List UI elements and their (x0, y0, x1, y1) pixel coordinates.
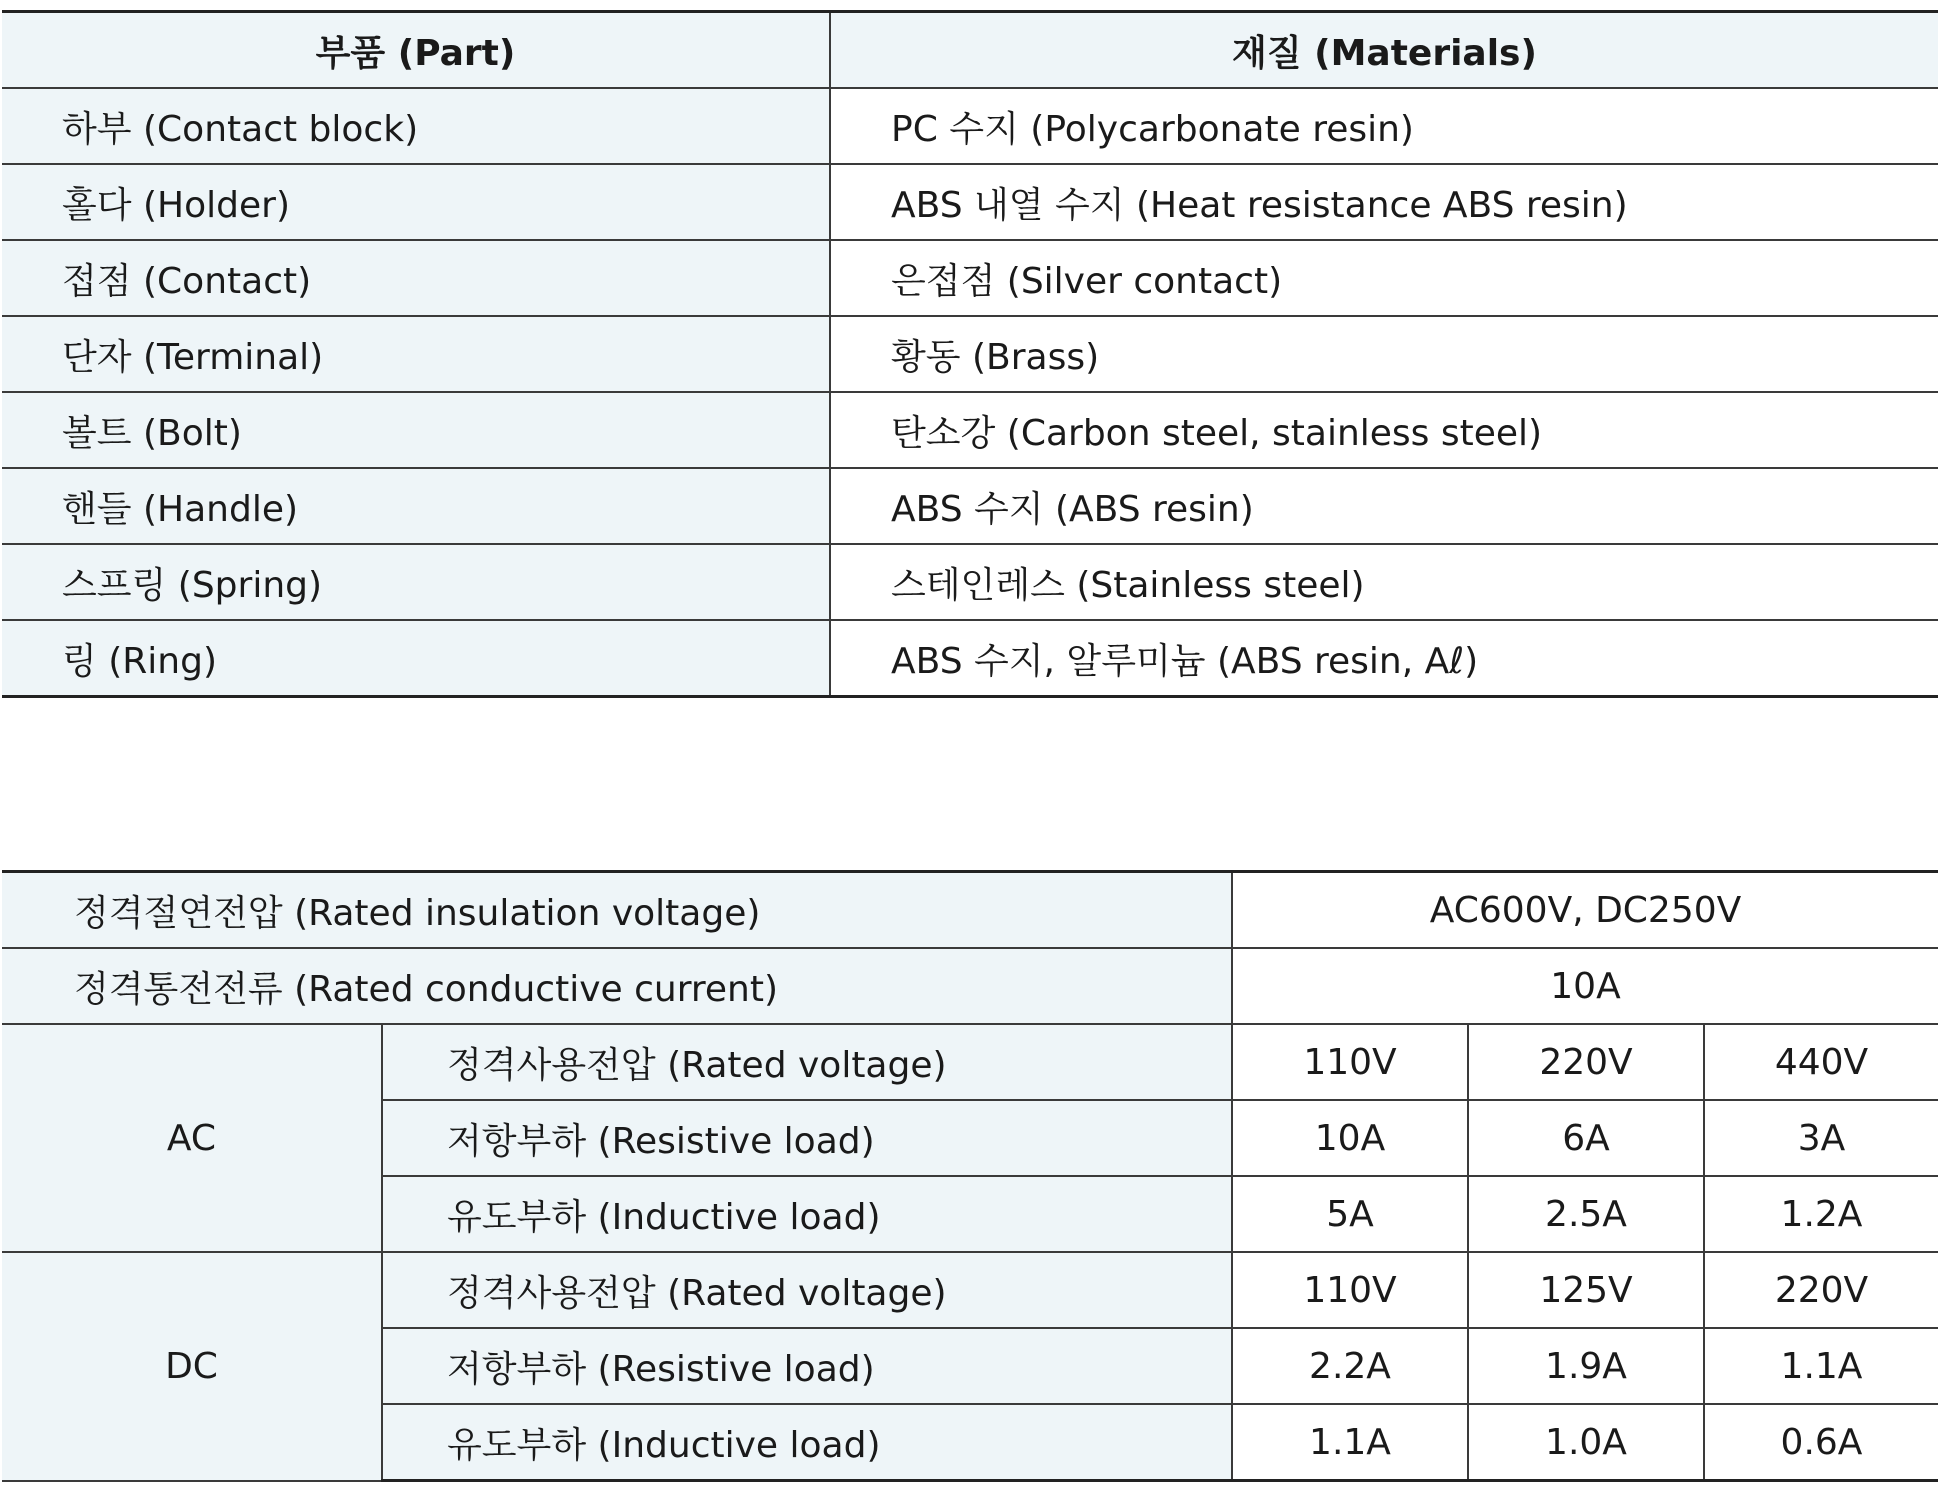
value-cell: 440V (1704, 1024, 1938, 1100)
value-cell: 2.5A (1468, 1176, 1704, 1252)
row-label: 저항부하 (Resistive load) (382, 1328, 1232, 1404)
table-row (2, 164, 1938, 240)
value-cell: 1.9A (1468, 1328, 1704, 1404)
value-cell: 1.2A (1704, 1176, 1938, 1252)
row-label: 저항부하 (Resistive load) (382, 1100, 1232, 1176)
dc-group-label: DC (2, 1252, 382, 1481)
material-cell: PC 수지 (Polycarbonate resin) (830, 88, 1938, 164)
material-cell: 스테인레스 (Stainless steel) (830, 544, 1938, 620)
table-row (2, 88, 1938, 164)
material-cell: ABS 수지 (ABS resin) (830, 468, 1938, 544)
table-row (2, 544, 1938, 620)
part-cell: 링 (Ring) (2, 620, 830, 697)
value-cell: 110V (1232, 1024, 1468, 1100)
conductive-value: 10A (1232, 948, 1938, 1024)
table-row (2, 316, 1938, 392)
row-label: 정격사용전압 (Rated voltage) (382, 1024, 1232, 1100)
value-cell: 125V (1468, 1252, 1704, 1328)
table-row (2, 240, 1938, 316)
material-cell: 은접점 (Silver contact) (830, 240, 1938, 316)
table-row (2, 468, 1938, 544)
value-cell: 3A (1704, 1100, 1938, 1176)
table-row (2, 1252, 1938, 1328)
materials-column-header: 재질 (Materials) (830, 12, 1938, 89)
part-cell: 스프링 (Spring) (2, 544, 830, 620)
value-cell: 1.1A (1704, 1328, 1938, 1404)
value-cell: 5A (1232, 1176, 1468, 1252)
materials-header-row (2, 12, 1938, 89)
value-cell: 110V (1232, 1252, 1468, 1328)
value-cell: 2.2A (1232, 1328, 1468, 1404)
material-cell: 탄소강 (Carbon steel, stainless steel) (830, 392, 1938, 468)
value-cell: 0.6A (1704, 1404, 1938, 1481)
table-row (2, 620, 1938, 697)
part-cell: 단자 (Terminal) (2, 316, 830, 392)
material-cell: ABS 내열 수지 (Heat resistance ABS resin) (830, 164, 1938, 240)
insulation-label: 정격절연전압 (Rated insulation voltage) (2, 872, 1232, 949)
row-label: 정격사용전압 (Rated voltage) (382, 1252, 1232, 1328)
row-label: 유도부하 (Inductive load) (382, 1404, 1232, 1481)
part-cell: 볼트 (Bolt) (2, 392, 830, 468)
row-label: 유도부하 (Inductive load) (382, 1176, 1232, 1252)
table-row (2, 1024, 1938, 1100)
insulation-row (2, 872, 1938, 949)
value-cell: 220V (1468, 1024, 1704, 1100)
ratings-table (2, 870, 1938, 1482)
ac-group-label: AC (2, 1024, 382, 1252)
value-cell: 1.0A (1468, 1404, 1704, 1481)
conductive-row (2, 948, 1938, 1024)
value-cell: 220V (1704, 1252, 1938, 1328)
material-cell: ABS 수지, 알루미늄 (ABS resin, Aℓ) (830, 620, 1938, 697)
part-cell: 홀다 (Holder) (2, 164, 830, 240)
part-cell: 핸들 (Handle) (2, 468, 830, 544)
value-cell: 6A (1468, 1100, 1704, 1176)
material-cell: 황동 (Brass) (830, 316, 1938, 392)
part-column-header: 부품 (Part) (2, 12, 830, 89)
value-cell: 10A (1232, 1100, 1468, 1176)
value-cell: 1.1A (1232, 1404, 1468, 1481)
materials-table (2, 10, 1938, 698)
table-row (2, 392, 1938, 468)
insulation-value: AC600V, DC250V (1232, 872, 1938, 949)
part-cell: 하부 (Contact block) (2, 88, 830, 164)
part-cell: 접점 (Contact) (2, 240, 830, 316)
conductive-label: 정격통전전류 (Rated conductive current) (2, 948, 1232, 1024)
